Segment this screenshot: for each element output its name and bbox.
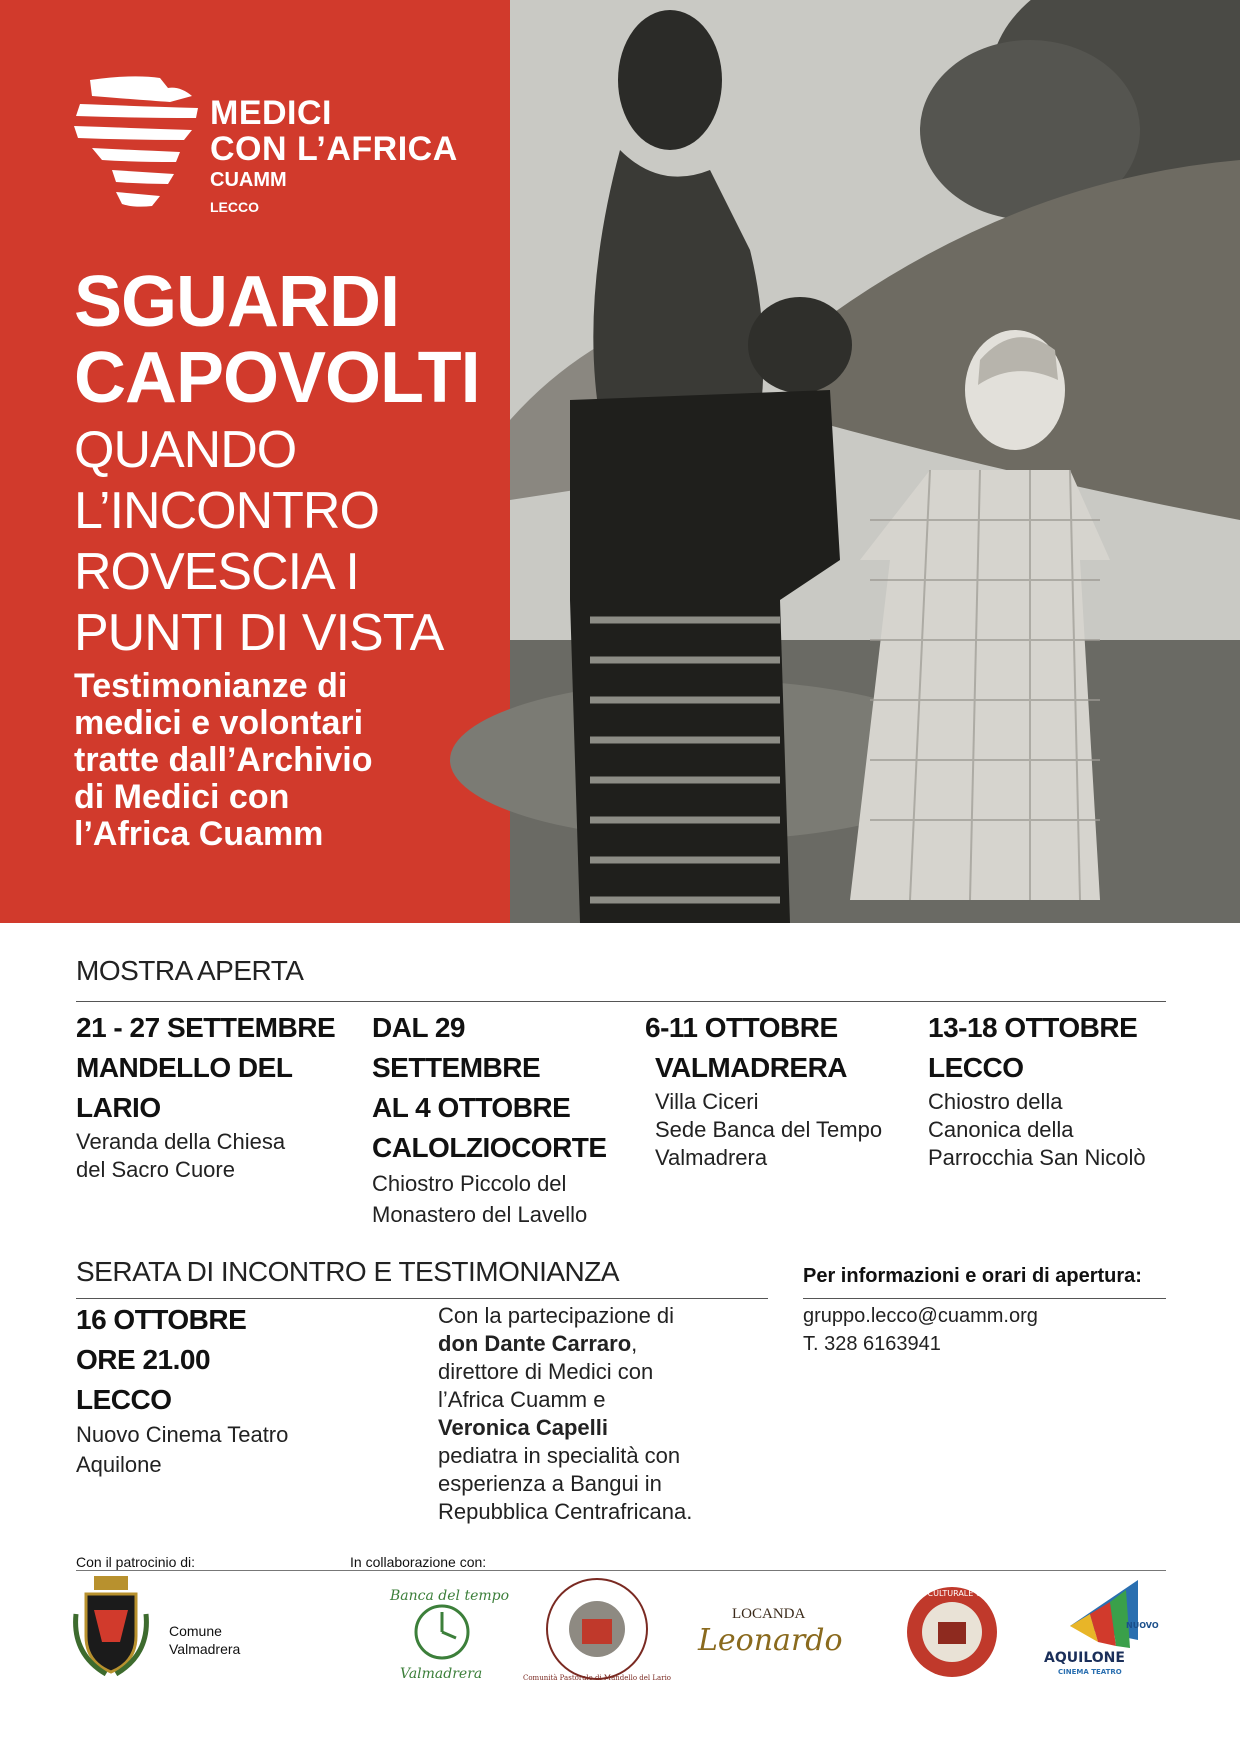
participants-line-8: Repubblica Centrafricana. xyxy=(438,1499,693,1524)
comune-line-1: Comune xyxy=(169,1623,222,1639)
venue-place-2: Sede Banca del Tempo xyxy=(655,1117,883,1142)
venue-city: MANDELLO DEL xyxy=(76,1052,293,1083)
info-divider xyxy=(803,1298,1166,1299)
comunita-pastorale-logo-icon xyxy=(522,1574,672,1684)
evening-date: 16 OTTOBRE xyxy=(76,1304,247,1335)
subtitle xyxy=(74,420,443,664)
venue-place: Chiostro della xyxy=(928,1089,1063,1114)
info-phone[interactable]: T. 328 6163941 xyxy=(803,1333,941,1355)
comma: , xyxy=(631,1331,638,1356)
photo-woman-head xyxy=(618,10,722,150)
nuovo-aquilone-logo-icon xyxy=(1040,1576,1159,1680)
centro-culturale-logo-icon xyxy=(891,1584,1013,1680)
subtitle-line-3: ROVESCIA I xyxy=(74,543,359,601)
venue-date: DAL 29 SETTEMBRE xyxy=(372,1012,541,1083)
banca-del-tempo-logo-icon xyxy=(380,1582,510,1682)
venue-valmadrera xyxy=(645,1008,905,1172)
venue-place-2: Monastero del Lavello xyxy=(372,1202,588,1227)
venue-city: VALMADRERA xyxy=(655,1052,848,1083)
venue-date: 6-11 OTTOBRE xyxy=(645,1012,838,1043)
venue-mandello xyxy=(76,1008,356,1184)
participants-line-5 xyxy=(438,1414,758,1442)
patronage-label: Con il patrocinio di: xyxy=(76,1554,196,1570)
title-line-1: SGUARDI xyxy=(74,262,400,342)
logo-wordmark xyxy=(210,96,458,214)
aquilone-line-2: AQUILONE xyxy=(1044,1650,1125,1666)
evening-label: SERATA DI INCONTRO E TESTIMONIANZA xyxy=(76,1256,620,1287)
logo-line-2: CON L’AFRICA xyxy=(210,130,458,168)
venue-place-2: del Sacro Cuore xyxy=(76,1157,235,1182)
locanda-line-1: LOCANDA xyxy=(732,1606,806,1622)
participants-line-4: l’Africa Cuamm e xyxy=(438,1387,606,1412)
description-line-3: tratte dall’Archivio xyxy=(74,741,373,779)
participants-line-3: direttore di Medici con xyxy=(438,1359,654,1384)
info-email[interactable]: gruppo.lecco@cuamm.org xyxy=(803,1305,1038,1327)
aquilone-line-3: CINEMA TEATRO xyxy=(1058,1668,1122,1676)
centro-name: CENTRO CULTURALE OTTANTA xyxy=(891,1589,1013,1598)
evening-divider xyxy=(76,1298,768,1299)
logo-line-3: CUAMM xyxy=(210,169,287,191)
evening-city: LECCO xyxy=(76,1384,172,1415)
evening-details xyxy=(76,1300,376,1480)
title-line-2: CAPOVOLTI xyxy=(74,338,480,418)
speaker-name-1: don Dante Carraro xyxy=(438,1331,632,1356)
description-line-2: medici e volontari xyxy=(74,704,364,742)
info-contacts xyxy=(803,1302,1163,1358)
evening-time: ORE 21.00 xyxy=(76,1344,211,1375)
speaker-name-2: Veronica Capelli xyxy=(438,1415,608,1440)
description-line-1: Testimonianze di xyxy=(74,667,348,705)
description-line-4: di Medici con xyxy=(74,778,290,816)
subtitle-line-2: L’INCONTRO xyxy=(74,482,379,540)
comune-crest-icon xyxy=(72,1574,150,1678)
exhibition-divider xyxy=(76,1001,1166,1002)
logo-line-1: MEDICI xyxy=(210,94,332,132)
venue-lecco xyxy=(928,1008,1178,1172)
evening-venue-2: Aquilone xyxy=(76,1452,162,1477)
participants-line-2 xyxy=(438,1330,758,1358)
comune-line-2: Valmadrera xyxy=(169,1641,241,1657)
evening-venue: Nuovo Cinema Teatro xyxy=(76,1422,289,1447)
description-line-5: l’Africa Cuamm xyxy=(74,815,324,853)
locanda-leonardo-logo-icon xyxy=(696,1600,846,1660)
comunita-name: Comunità Pastorale di Mandello del Lario xyxy=(522,1674,672,1682)
participants-line-7: esperienza a Bangui in xyxy=(438,1471,662,1496)
venue-place-3: Parrocchia San Nicolò xyxy=(928,1145,1146,1170)
venue-city: CALOLZIOCORTE xyxy=(372,1132,607,1163)
aquilone-line-1: NUOVO xyxy=(1126,1621,1159,1630)
venue-date-2: AL 4 OTTOBRE xyxy=(372,1092,571,1123)
page-title xyxy=(74,264,480,416)
venue-date: 13-18 OTTOBRE xyxy=(928,1012,1138,1043)
comune-name xyxy=(169,1622,240,1658)
photo-illustration xyxy=(510,0,1240,923)
footer-divider xyxy=(76,1570,1166,1571)
venue-place: Villa Ciceri xyxy=(655,1089,759,1114)
banca-line-1: Banca del tempo xyxy=(390,1588,510,1604)
evening-participants xyxy=(438,1302,758,1526)
locanda-line-2: Leonardo xyxy=(698,1623,843,1658)
venue-calolziocorte xyxy=(372,1008,632,1230)
photo-baby xyxy=(748,297,852,393)
subtitle-line-1: QUANDO xyxy=(74,421,297,479)
venue-place: Chiostro Piccolo del xyxy=(372,1171,567,1196)
info-label: Per informazioni e orari di apertura: xyxy=(803,1265,1142,1287)
venue-place-2: Canonica della xyxy=(928,1117,1074,1142)
logo-line-4: LECCO xyxy=(210,199,259,215)
venue-place-3: Valmadrera xyxy=(655,1145,768,1170)
venue-city: LECCO xyxy=(928,1052,1024,1083)
venue-city-2: LARIO xyxy=(76,1092,161,1123)
description xyxy=(74,668,494,853)
venue-place: Veranda della Chiesa xyxy=(76,1129,286,1154)
venue-date: 21 - 27 SETTEMBRE xyxy=(76,1012,336,1043)
banca-line-2: Valmadrera xyxy=(400,1666,483,1682)
participants-line-1: Con la partecipazione di xyxy=(438,1303,675,1328)
subtitle-line-4: PUNTI DI VISTA xyxy=(74,604,444,662)
participants-line-6: pediatra in specialità con xyxy=(438,1443,681,1468)
exhibition-label: MOSTRA APERTA xyxy=(76,955,304,986)
archive-photo xyxy=(510,0,1240,923)
collab-label: In collaborazione con: xyxy=(350,1554,487,1570)
